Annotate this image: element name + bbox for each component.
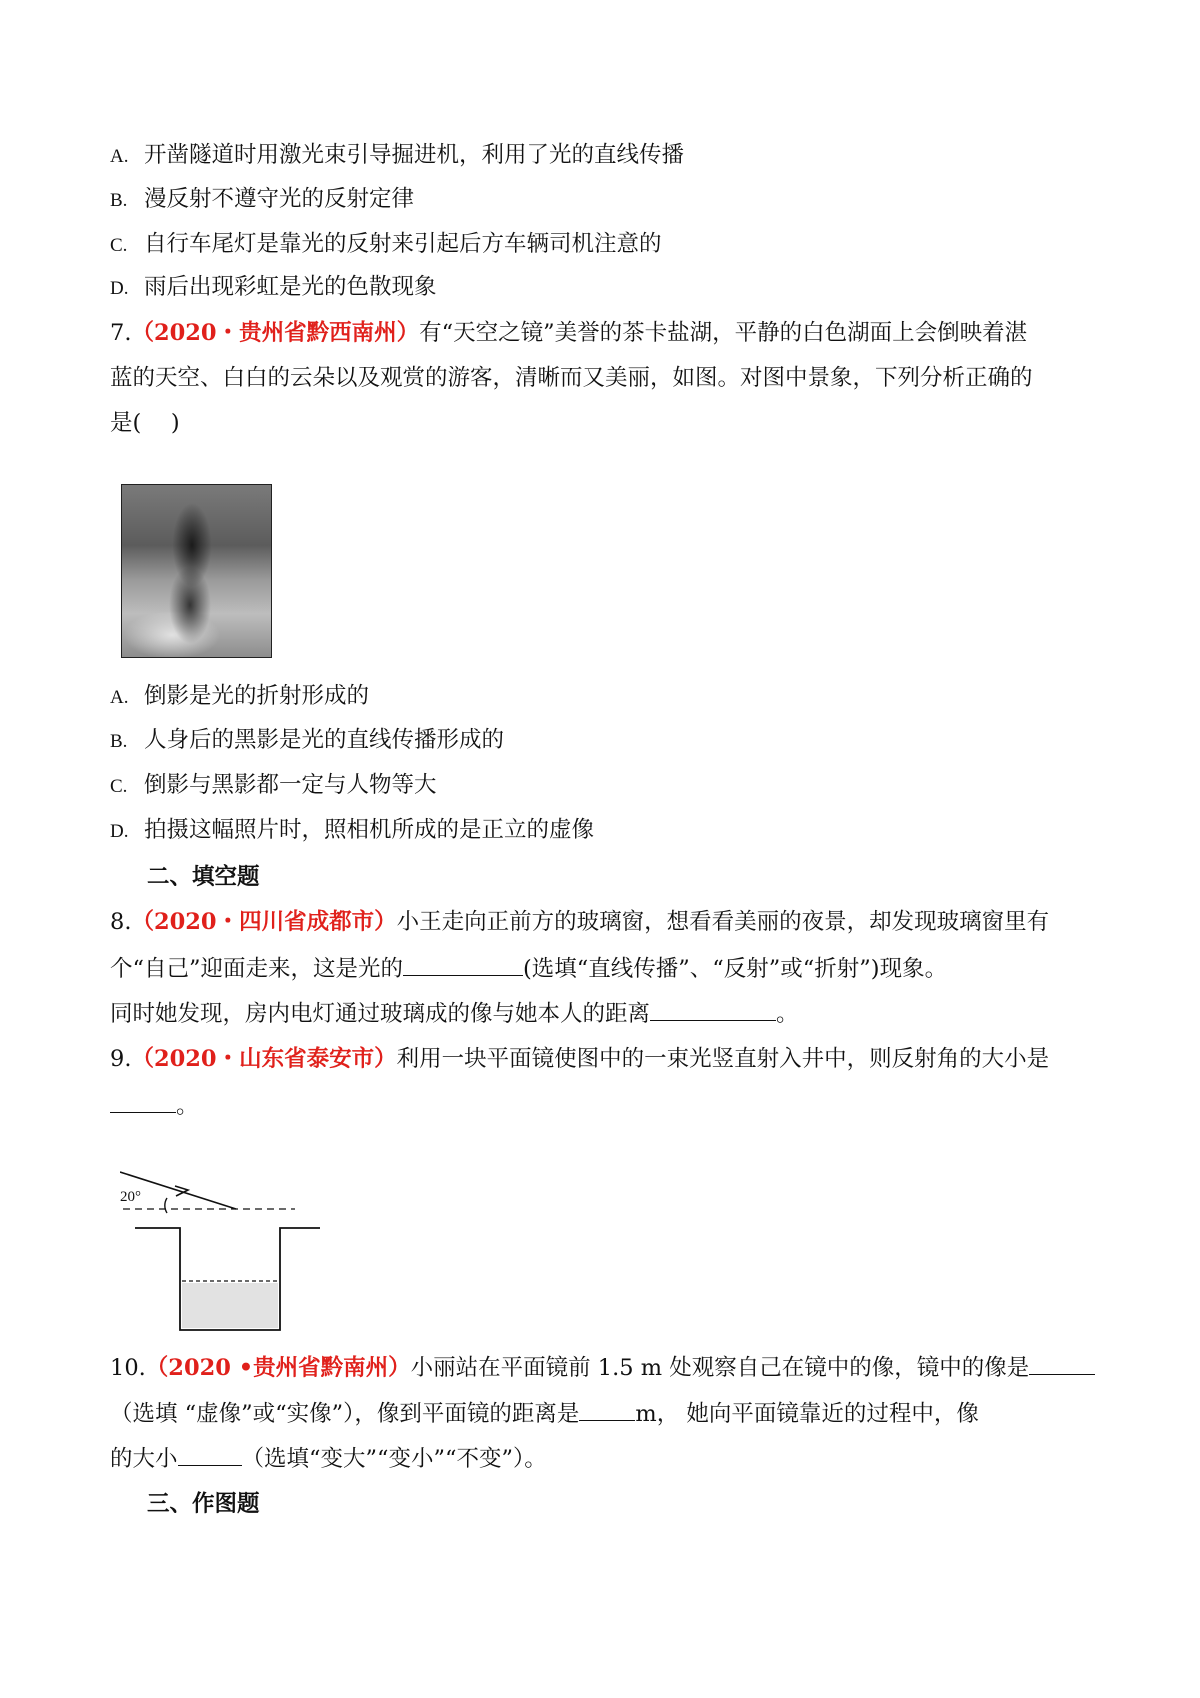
q7-option-a: A. 倒影是光的折射形成的	[110, 683, 370, 709]
q8-answer-blank-1[interactable]	[403, 953, 523, 976]
q7-option-c: C. 倒影与黑影都一定与人物等大	[110, 772, 437, 798]
q8-stem-line3: 同时她发现，房内电灯通过玻璃成的像与她本人的距离 。	[110, 998, 1100, 1029]
q8-answer-blank-2[interactable]	[650, 998, 776, 1021]
q7-stem-line3: 是( )	[110, 410, 180, 436]
q10-source: （2020 •贵州省黔南州）	[145, 1355, 411, 1381]
q8-stem-line2: 个“自己”迎面走来，这是光的 (选填“直线传播”、“反射”或“折射”)现象。	[110, 953, 1100, 984]
salt-lake-photo	[121, 484, 272, 658]
q10-stem-line3: 的大小 （选填“变大”“变小”“不变”）。	[110, 1443, 1100, 1474]
q9-answer-blank[interactable]	[110, 1090, 176, 1113]
q6-option-d: D. 雨后出现彩虹是光的色散现象	[110, 274, 437, 300]
q10-answer-blank-2[interactable]	[579, 1398, 635, 1421]
q10-stem-line1: 10.（2020 •贵州省黔南州）小丽站在平面镜前 1.5 m 处观察自己在镜中的像，镜中的像是	[110, 1352, 1100, 1383]
well-diagram	[120, 1168, 330, 1338]
section-fill-in-heading: 二、填空题	[147, 864, 260, 890]
q10-answer-blank-1[interactable]	[1029, 1352, 1095, 1375]
q7-option-d: D. 拍摄这幅照片时，照相机所成的是正立的虚像	[110, 817, 595, 843]
q7-stem-line2: 蓝的天空、白白的云朵以及观赏的游客，清晰而又美丽，如图。对图中景象，下列分析正确的	[110, 365, 1033, 391]
water-fill	[182, 1283, 278, 1328]
q7-stem-line1: 7.（2020・贵州省黔西南州）有“天空之镜”美誉的茶卡盐湖，平静的白色湖面上会倒映着湛	[110, 320, 1028, 346]
q7-source: （2020・贵州省黔西南州）	[131, 320, 420, 346]
q6-option-a: A. 开凿隧道时用激光束引导掘进机，利用了光的直线传播	[110, 142, 685, 168]
section-drawing-heading: 三、作图题	[147, 1491, 260, 1517]
angle-label: 20°	[120, 1189, 141, 1205]
q6-option-c: C. 自行车尾灯是靠光的反射来引起后方车辆司机注意的	[110, 231, 662, 257]
q8-stem-line1: 8.（2020・四川省成都市）小王走向正前方的玻璃窗，想看看美丽的夜景，却发现玻璃窗里有	[110, 909, 1050, 935]
angle-arc	[165, 1198, 167, 1213]
q9-stem-line2: 。	[110, 1090, 1100, 1121]
q10-stem-line2: （选填 “虚像”或“实像”），像到平面镜的距离是 m， 她向平面镜靠近的过程中，像	[110, 1398, 1100, 1429]
q10-answer-blank-3[interactable]	[178, 1443, 242, 1466]
q6-option-b: B. 漫反射不遵守光的反射定律	[110, 186, 415, 212]
q8-source: （2020・四川省成都市）	[131, 909, 397, 935]
q7-option-b: B. 人身后的黑影是光的直线传播形成的	[110, 727, 505, 753]
q9-source: （2020・山东省泰安市）	[131, 1046, 397, 1072]
q9-stem-line1: 9.（2020・山东省泰安市）利用一块平面镜使图中的一束光竖直射入井中，则反射角的大小是	[110, 1046, 1050, 1072]
